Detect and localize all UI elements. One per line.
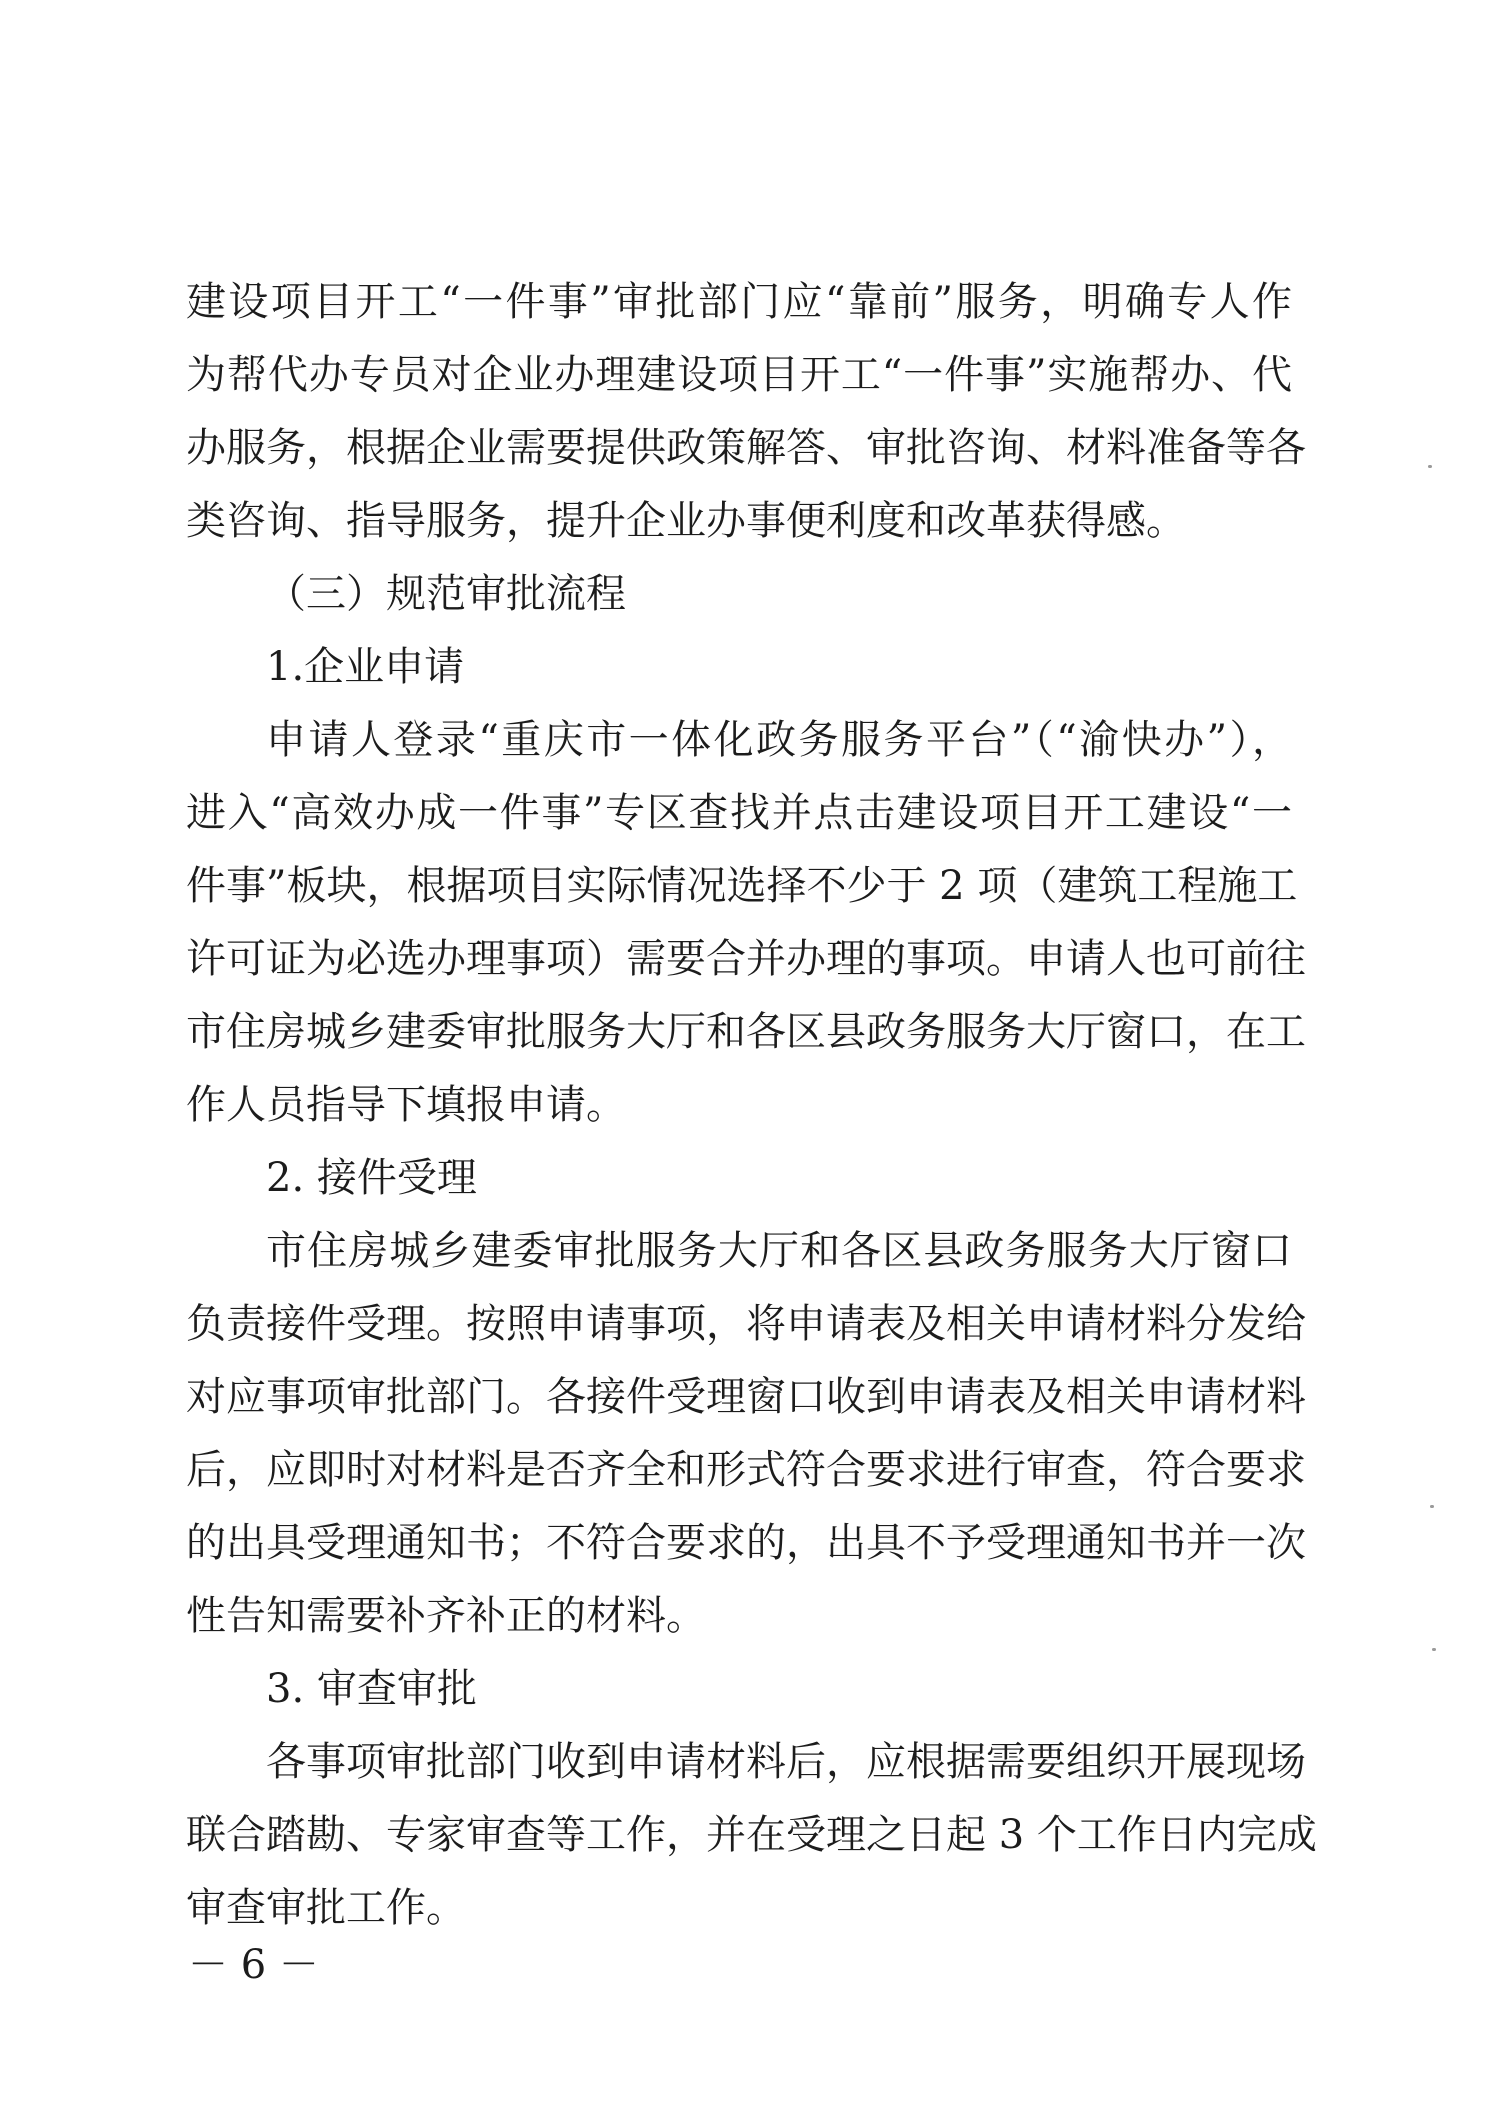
subsection-heading: 2. 接件受理 [266, 1155, 477, 1201]
paragraph-line: 市住房城乡建委审批服务大厅和各区县政务服务大厅窗口 [266, 1228, 1292, 1274]
page-number: － 6 － [188, 1942, 319, 1988]
paragraph-line: 市住房城乡建委审批服务大厅和各区县政务服务大厅窗口，在工 [186, 1009, 1306, 1055]
paragraph-line: 申请人登录“重庆市一体化政务服务平台”（“渝快办”）， [266, 717, 1292, 763]
paragraph-line: 性告知需要补齐补正的材料。 [186, 1593, 706, 1639]
scan-speck [1432, 1648, 1436, 1651]
paragraph-line: 许可证为必选办理事项）需要合并办理的事项。申请人也可前往 [186, 936, 1306, 982]
scan-speck [1428, 465, 1432, 468]
paragraph-line: 类咨询、指导服务，提升企业办事便利度和改革获得感。 [186, 498, 1186, 544]
paragraph-line: 各事项审批部门收到申请材料后，应根据需要组织开展现场 [266, 1739, 1306, 1785]
scan-speck [1430, 1505, 1434, 1508]
section-heading: （三）规范审批流程 [266, 571, 626, 617]
paragraph-line: 对应事项审批部门。各接件受理窗口收到申请表及相关申请材料 [186, 1374, 1306, 1420]
paragraph-line: 联合踏勘、专家审查等工作，并在受理之日起 3 个工作日内完成 [186, 1812, 1317, 1858]
paragraph-line: 负责接件受理。按照申请事项，将申请表及相关申请材料分发给 [186, 1301, 1306, 1347]
paragraph-line: 为帮代办专员对企业办理建设项目开工“一件事”实施帮办、代 [186, 352, 1292, 398]
subsection-heading: 1.企业申请 [266, 644, 465, 690]
paragraph-line: 后，应即时对材料是否齐全和形式符合要求进行审查，符合要求 [186, 1447, 1306, 1493]
paragraph-line: 进入“高效办成一件事”专区查找并点击建设项目开工建设“一 [186, 790, 1292, 836]
paragraph-line: 建设项目开工“一件事”审批部门应“靠前”服务，明确专人作 [186, 279, 1292, 325]
subsection-heading: 3. 审查审批 [266, 1666, 477, 1712]
paragraph-line: 件事”板块，根据项目实际情况选择不少于 2 项（建筑工程施工 [186, 863, 1298, 909]
paragraph-line: 审查审批工作。 [186, 1885, 466, 1931]
paragraph-line: 的出具受理通知书；不符合要求的，出具不予受理通知书并一次 [186, 1520, 1306, 1566]
paragraph-line: 办服务，根据企业需要提供政策解答、审批咨询、材料准备等各 [186, 425, 1306, 471]
paragraph-line: 作人员指导下填报申请。 [186, 1082, 626, 1128]
page-body [186, 266, 1317, 1945]
